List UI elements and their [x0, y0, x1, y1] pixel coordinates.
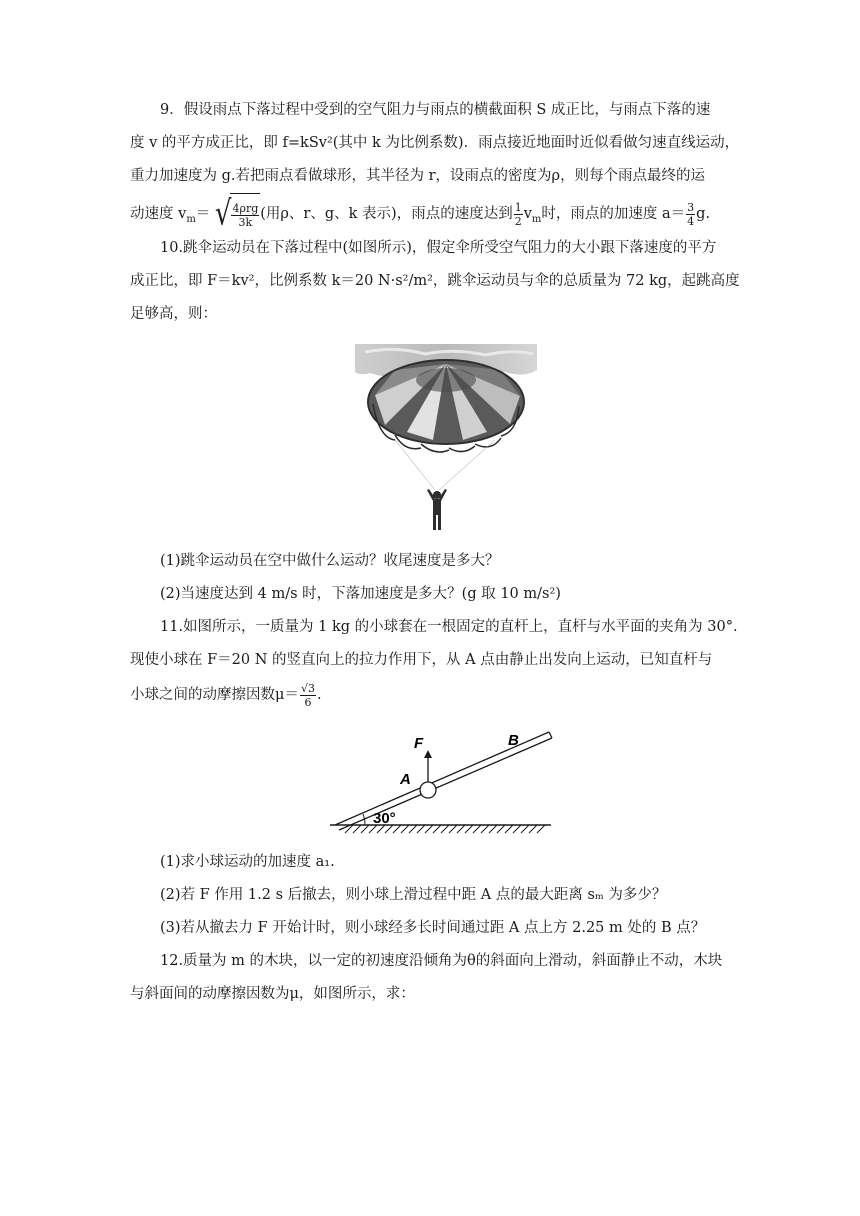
q12-line-1: 12.质量为 m 的木块，以一定的初速度沿倾角为θ的斜面向上滑动，斜面静止不动，木块 [160, 953, 723, 969]
q11-mu-fraction [300, 682, 316, 709]
parachute-canopy-icon [368, 360, 524, 452]
q9-mid-text-2: 时，雨点的加速度 a＝ [541, 206, 686, 222]
q11-subquestion-1: (1)求小球运动的加速度 a₁. [160, 854, 335, 870]
q9-sqrt-fraction [231, 202, 259, 229]
question-10-subquestions [130, 545, 730, 611]
q11-subquestion-3: (3)若从撤去力 F 开始计时，则小球经多长时间通过距 A 点上方 2.25 m 处的 B 点？ [160, 920, 706, 936]
q10-subquestion-2: (2)当速度达到 4 m/s 时，下落加速度是多大？(g 取 10 m/s²) [160, 586, 561, 602]
q11-mu-denominator: 6 [304, 695, 312, 709]
question-10 [130, 232, 740, 331]
q9-a-denominator: 4 [687, 214, 695, 228]
q11-line-1: 11.如图所示，一质量为 1 kg 的小球套在一根固定的直杆上，直杆与水平面的夹角为 30°. [160, 619, 738, 635]
q9-equals: ＝ [195, 206, 211, 222]
q9-half-numerator: 1 [514, 200, 522, 214]
q11-mu-numerator: √3 [300, 681, 315, 695]
q9-vm-text-subscript: m [531, 213, 542, 225]
force-arrow-icon [424, 750, 432, 782]
q9-half-fraction [514, 201, 523, 228]
q9-end-text: g. [696, 206, 711, 222]
ball-icon [420, 782, 436, 798]
sqrt-symbol-icon: √ [214, 194, 232, 234]
q10-line-2: 成正比，即 F＝kv²，比例系数 k＝20 N·s²/m²，跳伞运动员与伞的总质量为 72 kg，起跳高度 [130, 273, 740, 289]
q9-sqrt-numerator: 4ρrg [232, 201, 259, 215]
inclined-rod-icon [335, 732, 552, 830]
q11-subquestion-2: (2)若 F 作用 1.2 s 后撤去，则小球上滑过程中距 A 点的最大距离 sₘ 为多少？ [160, 887, 667, 903]
ground-hatching-icon [330, 825, 551, 833]
q9-mid-text: (用ρ、r、g、k 表示)，雨点的速度达到 [260, 206, 513, 222]
q9-sqrt-expression [215, 193, 260, 235]
q9-a-numerator: 3 [687, 200, 695, 214]
q9-line-2: 度 v 的平方成正比，即 f=kSv²(其中 k 为比例系数)．雨点接近地面时近似看做匀速直线运动， [130, 135, 740, 151]
question-12 [130, 945, 730, 1011]
inclined-rod-figure [325, 726, 557, 834]
question-11-subquestions [130, 846, 730, 945]
q9-half-denominator: 2 [514, 214, 522, 228]
q11-mu-text: 小球之间的动摩擦因数μ＝ [130, 687, 299, 703]
q9-line-3: 重力加速度为 g.若把雨点看做球形，其半径为 r，设雨点的密度为ρ，则每个雨点最终的运 [130, 168, 706, 184]
force-label: F [414, 735, 424, 752]
q9-vm-subscript: m [186, 213, 196, 225]
q11-line-3 [130, 677, 730, 713]
q9-line-4 [130, 193, 730, 233]
q9-vm-text: v [523, 206, 532, 222]
question-9 [130, 94, 740, 234]
angle-label: 30° [373, 810, 396, 827]
q9-a-fraction [686, 201, 695, 228]
q11-line-3-end: . [316, 687, 322, 703]
skydiver-icon [427, 489, 447, 530]
parachute-figure [355, 340, 537, 535]
question-11 [130, 611, 738, 713]
q11-line-2: 现使小球在 F＝20 N 的竖直向上的拉力作用下，从 A 点由静止出发向上运动，已知直杆与 [130, 652, 713, 668]
q9-sqrt-denominator: 3k [238, 215, 253, 229]
q12-line-2: 与斜面间的动摩擦因数为μ，如图所示，求： [130, 986, 415, 1002]
q9-line-1: 9．假设雨点下落过程中受到的空气阻力与雨点的横截面积 S 成正比，与雨点下落的速 [160, 102, 711, 118]
point-a-label: A [400, 771, 411, 788]
point-b-label: B [508, 732, 519, 749]
q10-line-1: 10.跳伞运动员在下落过程中(如图所示)，假定伞所受空气阻力的大小跟下落速度的平方 [160, 240, 717, 256]
q10-subquestion-1: (1)跳伞运动员在空中做什么运动？收尾速度是多大？ [160, 553, 500, 569]
q10-line-3: 足够高，则： [130, 306, 217, 322]
q9-vm-label: 动速度 v [130, 206, 187, 222]
